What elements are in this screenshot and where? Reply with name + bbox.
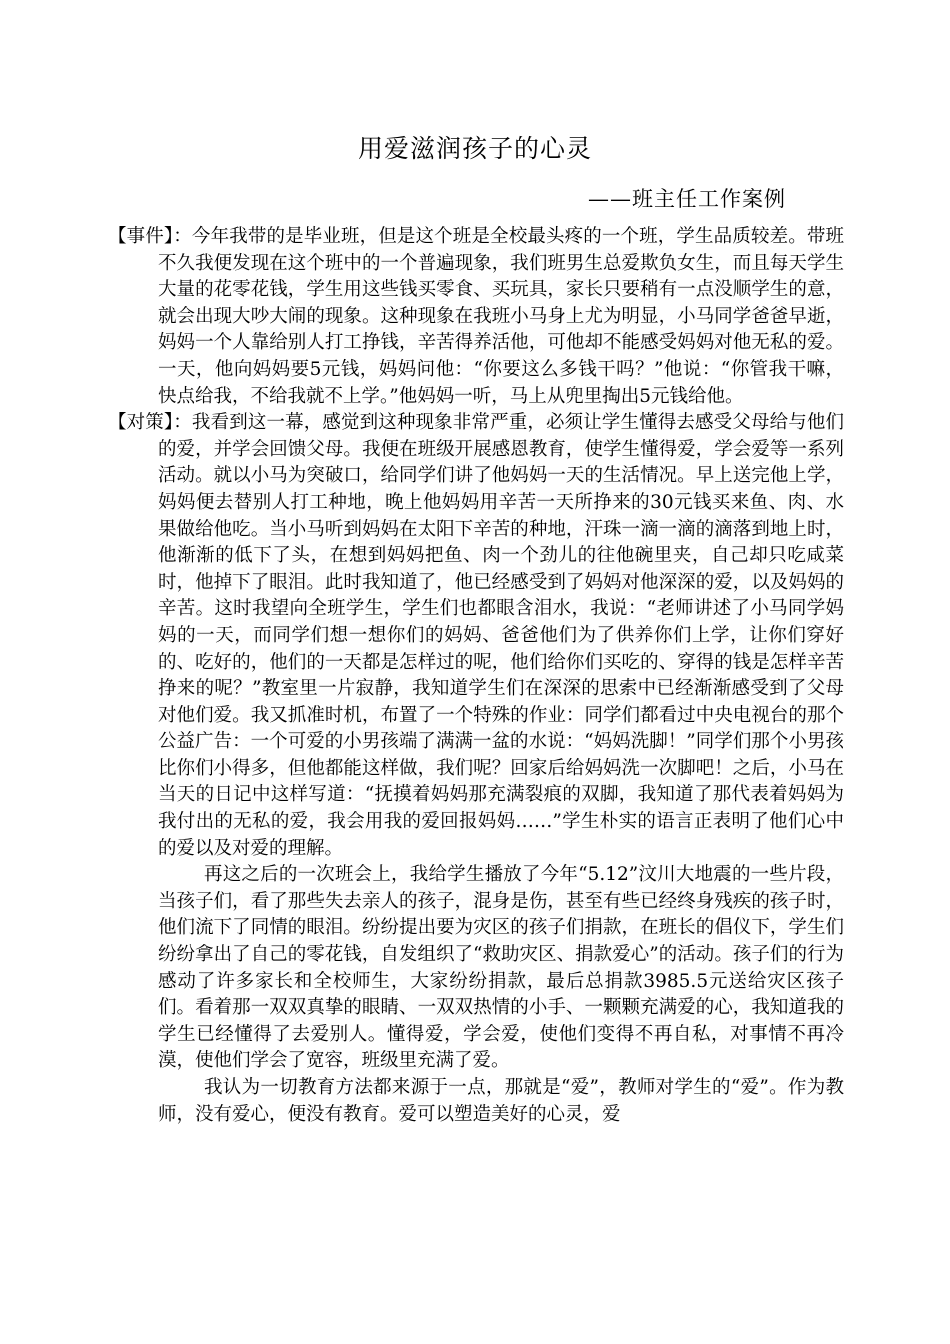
section-strategy [108,410,844,862]
document-title: 用爱滋润孩子的心灵 [357,134,592,163]
section-text: ：我看到这一幕，感觉到这种现象非常严重，必须让学生懂得去感受父母给与他们的爱，并学会回馈父母。我便在班级开展感恩教育，使学生懂得爱，学会爱等一系列活动。就以小马为突破口，给同学们讲了他妈妈一天的生活情况。早上送完他上学，妈妈便去替别人打工种地，晚上他妈妈用辛苦一天所挣来的30元钱买来鱼、肉、水果做给他吃。当小马听到妈妈在太阳下辛苦的种地，汗珠一滴一滴的滴落到地上时，他渐渐的低下了头，在想到妈妈把鱼、肉一个劲儿的往他碗里夹，自己却只吃咸菜时，他掉下了眼泪。此时我知道了，他已经感受到了妈妈对他深深的爱，以及妈妈的辛苦。这时我望向全班学生，学生们也都眼含泪水，我说：“老师讲述了小马同学妈妈的一天，而同学们想一想你们的妈妈、爸爸他们为了供养你们上学，让你们穿好的、吃好的，他们的一天都是怎样过的呢，他们给你们买吃的、穿得的钱是怎样辛苦挣来的呢？”教室里一片寂静，我知道学生们在深深的思索中已经渐渐感受到了父母对他们爱。我又抓准时机，布置了一个特殊的作业：同学们都看过中央电视台的那个公益广告：一个可爱的小男孩端了满满一盆的水说：“妈妈洗脚！”同学们那个小男孩比你们小得多，但他都能这样做，我们呢？回家后给妈妈洗一次脚吧！之后，小马在当天的日记中这样写道：“抚摸着妈妈那充满裂痕的双脚，我知道了那代表着妈妈为我付出的无私的爱，我会用我的爱回报妈妈……”学生朴实的语言正表明了他们心中的爱以及对爱的理解。 [158,412,844,859]
section-label: 【事件】 [108,226,174,247]
section-text: ：今年我带的是毕业班，但是这个班是全校最头疼的一个班，学生品质较差。带班不久我便发现在这个班中的一个普遍现象，我们班男生总爱欺负女生，而且每天学生大量的花零花钱，学生用这些钱买零食、买玩具，家长只要稍有一点没顺学生的意，就会出现大吵大闹的现象。这种现象在我班小马身上尤为明显，小马同学爸爸早逝，妈妈一个人靠给别人打工挣钱，辛苦得养活他，可他却不能感受妈妈对他无私的爱。一天，他向妈妈要5元钱，妈妈问他：“你要这么多钱干吗？”他说：“你管我干嘛，快点给我，不给我就不上学。”他妈妈一听，马上从兜里掏出5元钱给他。 [158,226,844,407]
section-event [108,224,844,410]
section-label: 【对策】 [108,412,174,434]
document-subtitle: ——班主任工作案例 [588,187,786,211]
paragraph: 再这之后的一次班会上，我给学生播放了今年“5.12”汶川大地震的一些片段，当孩子们，看了那些失去亲人的孩子，混身是伤，甚至有些已经终身残疾的孩子时，他们流下了同情的眼泪。纷纷提出要为灾区的孩子们捐款，在班长的倡仪下，学生们纷纷拿出了自己的零花钱，自发组织了“救助灾区、捐款爱心”的活动。孩子们的行为感动了许多家长和全校师生，大家纷纷捐款，最后总捐款3985.5元送给灾区孩子们。看着那一双双真挚的眼睛、一双双热情的小手、一颗颗充满爱的心，我知道我的学生已经懂得了去爱别人。懂得爱，学会爱，使他们变得不再自私，对事情不再冷漠，使他们学会了宽容，班级里充满了爱。 [158,864,844,1072]
paragraph: 我认为一切教育方法都来源于一点，那就是“爱”，教师对学生的“爱”。作为教师，没有爱心，便没有教育。爱可以塑造美好的心灵，爱 [158,1077,844,1125]
document-body [108,224,844,1128]
